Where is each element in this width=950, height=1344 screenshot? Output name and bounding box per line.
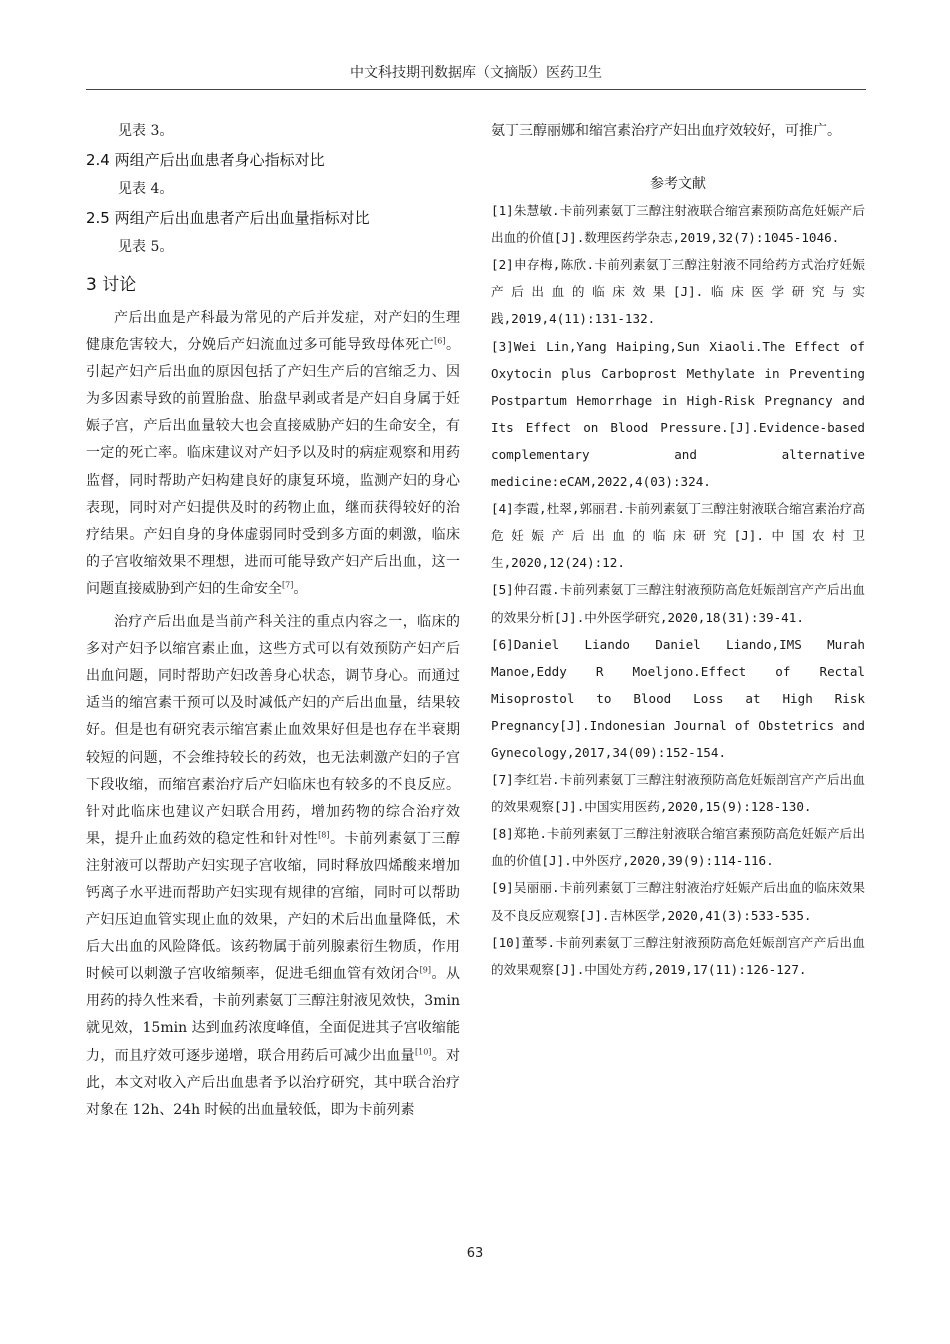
paragraph-text: 。卡前列素氨丁三醇注射液可以帮助产妇实现子宫收缩，同时释放四烯酸来增加钙离子水平进而帮助产妇实现有规律的宫缩，同时可以帮助产妇压迫血管实现止血的效果，产妇的术后出血量降低，术后大出血的风险降低。该药物属于前列腺素衍生物质，作用时候可以刺激子宫收缩频率，促进毛细血管有效闭合 [86,830,461,983]
journal-header: 中文科技期刊数据库（文摘版）医药卫生 [350,65,602,81]
discussion-paragraph-1 [86,305,460,603]
paragraph-text: 。引起产妇产后出血的原因包括了产妇生产后的宫缩乏力、因为多因素导致的前置胎盘、胎盘早剥或者是产妇自身属于妊娠子宫，产后出血量较大也会直接威胁产妇的生命安全，有一定的死亡率。临床建议对产妇予以及时的病症观察和用药监督，同时帮助产妇构建良好的康复环境，监测产妇的身心表现，同时对产妇提供及时的药物止血，继而获得较好的治疗结果。产妇自身的身体虚弱同时受到多方面的刺激，临床的子宫收缩效果不理想，进而可能导致产妇产后出血，这一问题直接威胁到产妇的生命安全 [86,337,461,597]
header-rule [86,89,866,90]
citation-8: [8] [318,830,330,840]
page-number: 63 [466,1246,484,1261]
reference-item: [4]李霞,杜翠,郭丽君.卡前列素氨丁三醇注射液联合缩宫素治疗高危妊娠产后出血的临床研究[J].中国农村卫生,2020,12(24):12. [491,501,865,571]
paragraph-text: 。对此，本文对收入产后出血患者予以治疗研究，其中联合治疗对象在 12h、24h 时候的出血量较低，即为卡前列素 [86,1047,461,1118]
reference-item: [5]仲召霞.卡前列素氨丁三醇注射液预防高危妊娠剖宫产产后出血的效果分析[J].中外医学研究,2020,18(31):39-41. [491,582,865,625]
see-table-4: 见表 4。 [118,181,174,197]
reference-item: [7]李红岩.卡前列素氨丁三醇注射液预防高危妊娠剖宫产产后出血的效果观察[J].中国实用医药,2020,15(9):128-130. [491,772,865,815]
left-column [86,118,460,1124]
paragraph-text: 。 [293,580,308,597]
paragraph-text: 治疗产后出血是当前产科关注的重点内容之一，临床的多对产妇予以缩宫素止血，这些方式可以有效预防产妇产后出血问题，同时帮助产妇改善身心状态，调节身心。而通过适当的缩宫素干预可以及时减低产妇的产后出血量，结果较好。但是也有研究表示缩宫素止血效果好但是也存在半衰期较短的问题，不会维持较长的药效，也无法刺激产妇的子宫下段收缩，而缩宫素治疗后产妇临床也有较多的不良反应。针对此临床也建议产妇联合用药，增加药物的综合治疗效果，提升止血药效的稳定性和针对性 [86,614,460,847]
citation-6: [6] [434,336,446,346]
discussion-continuation: 氨丁三醇丽娜和缩宫素治疗产妇出血疗效较好，可推广。 [491,123,841,139]
reference-item: [10]董琴.卡前列素氨丁三醇注射液预防高危妊娠剖宫产产后出血的效果观察[J].中国处方药,2019,17(11):126-127. [491,934,865,977]
reference-item: [3]Wei Lin,Yang Haiping,Sun Xiaoli.The Effect of Oxytocin plus Carboprost Methylate in Preventing Postpartum Hemorrhage in High-Risk Pregnancy and Its Effect on Blood Pressure.[J].Evidence-based complementary and alternative medicine:eCAM,2022,4(03):324. [491,338,865,490]
right-column [491,118,865,983]
reference-item: [8]郑艳.卡前列素氨丁三醇注射液联合缩宫素预防高危妊娠产后出血的价值[J].中外医疗,2020,39(9):114-116. [491,826,865,869]
citation-9: [9] [419,965,431,975]
section-heading-2-4: 2.4 两组产后出血患者身心指标对比 [86,151,325,169]
see-table-3: 见表 3。 [118,123,174,139]
section-heading-2-5: 2.5 两组产后出血患者产后出血量指标对比 [86,209,370,227]
reference-item: [1]朱慧敏.卡前列素氨丁三醇注射液联合缩宫素预防高危妊娠产后出血的价值[J].数理医药学杂志,2019,32(7):1045-1046. [491,203,865,246]
paragraph-text: 。从用药的持久性来看，卡前列素氨丁三醇注射液见效快，3min 就见效，15min 达到血药浓度峰值，全面促进其子宫收缩能力，而且疗效可逐步递增，联合用药后可减少出血量 [86,966,461,1064]
paragraph-text: 产后出血是产科最为常见的产后并发症，对产妇的生理健康危害较大，分娩后产妇流血过多可能导致母体死亡 [86,310,460,354]
references-heading: 参考文献 [650,176,706,193]
discussion-paragraph-2 [86,609,460,1124]
citation-7: [7] [282,580,294,590]
reference-item: [6]Daniel Liando Daniel Liando,IMS Murah Manoe,Eddy R Moeljono.Effect of Rectal Misoprostol to Blood Loss at High Risk Pregnancy[J].Indonesian Journal of Obstetrics and Gynecology,2017,34(09):152-154. [491,636,865,760]
section-heading-3-discussion: 3 讨论 [86,275,137,295]
see-table-5: 见表 5。 [118,239,174,255]
citation-10: [10] [414,1046,432,1056]
reference-item: [9]吴丽丽.卡前列素氨丁三醇注射液治疗妊娠产后出血的临床效果及不良反应观察[J].吉林医学,2020,41(3):533-535. [491,880,865,923]
reference-item: [2]申存梅,陈欣.卡前列素氨丁三醇注射液不同给药方式治疗妊娠产后出血的临床效果[J].临床医学研究与实践,2019,4(11):131-132. [491,257,865,327]
